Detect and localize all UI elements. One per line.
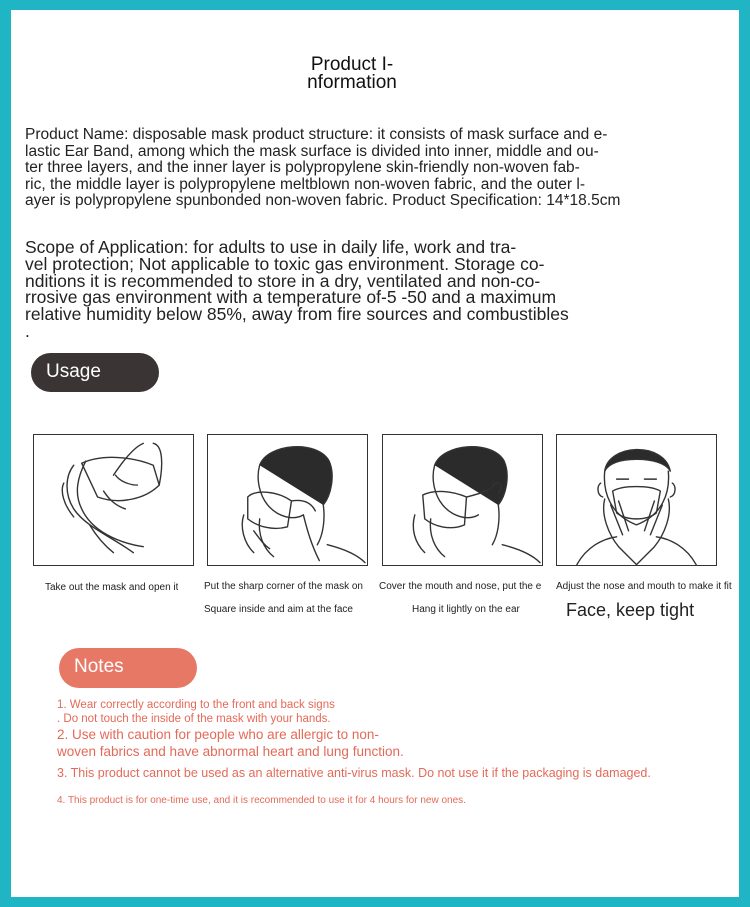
page-title: Product I- nformation — [307, 54, 397, 93]
product-info-page — [11, 10, 739, 897]
man-hanging-ear-loop-icon — [383, 435, 542, 565]
step-4-illustration — [556, 434, 717, 566]
note-item-3: 3. This product cannot be used as an alternative anti-virus mask. Do not use it if the packaging is damaged. — [57, 766, 651, 780]
step-1-illustration — [33, 434, 194, 566]
step-4-caption-line1: Adjust the nose and mouth to make it fit — [556, 581, 732, 592]
step-4-caption-line2: Face, keep tight — [566, 600, 695, 620]
step-3-illustration — [382, 434, 543, 566]
note-item-2: 2. Use with caution for people who are allergic to non- woven fabrics and have abnormal heart and lung function. — [57, 727, 404, 759]
usage-section-badge: Usage — [31, 353, 159, 392]
step-2-caption-line2: Square inside and aim at the face — [204, 604, 353, 615]
notes-section-badge: Notes — [59, 648, 197, 688]
note-item-4: 4. This product is for one-time use, and it is recommended to use it for 4 hours for new ones. — [57, 795, 466, 806]
scope-of-application: Scope of Application: for adults to use in daily life, work and tra- vel protection; Not applicable to toxic gas environment. Storage co- nditions it is recommended to store in a dry, ventilated and non-co- rrosive gas environment with a temperature of-5 -50 and a maximum relative humidity below 85%, away from fire sources and combustibles . — [25, 237, 569, 341]
man-placing-mask-icon — [208, 435, 367, 565]
hands-opening-mask-icon — [34, 435, 193, 565]
product-description: Product Name: disposable mask product structure: it consists of mask surface and e- lastic Ear Band, among which the mask surface is divided into inner, middle and ou- ter three layers, and the inner layer is polypropylene skin-friendly non-woven fab- ric, the middle layer is polypropylene meltblown non-woven fabric, and the outer l- ayer is polypropylene spunbonded non-woven fabric. Product Specification: 14*18.5cm — [25, 126, 621, 209]
step-3-caption-line1: Cover the mouth and nose, put the e — [379, 581, 542, 592]
note-item-1: 1. Wear correctly according to the front and back signs . Do not touch the inside of the mask with your hands. — [57, 699, 335, 725]
step-2-illustration — [207, 434, 368, 566]
step-3-caption-line2: Hang it lightly on the ear — [412, 604, 520, 615]
man-adjusting-nose-clip-icon — [557, 435, 716, 565]
step-1-caption-line1: Take out the mask and open it — [45, 582, 179, 593]
step-2-caption-line1: Put the sharp corner of the mask on — [204, 581, 363, 592]
